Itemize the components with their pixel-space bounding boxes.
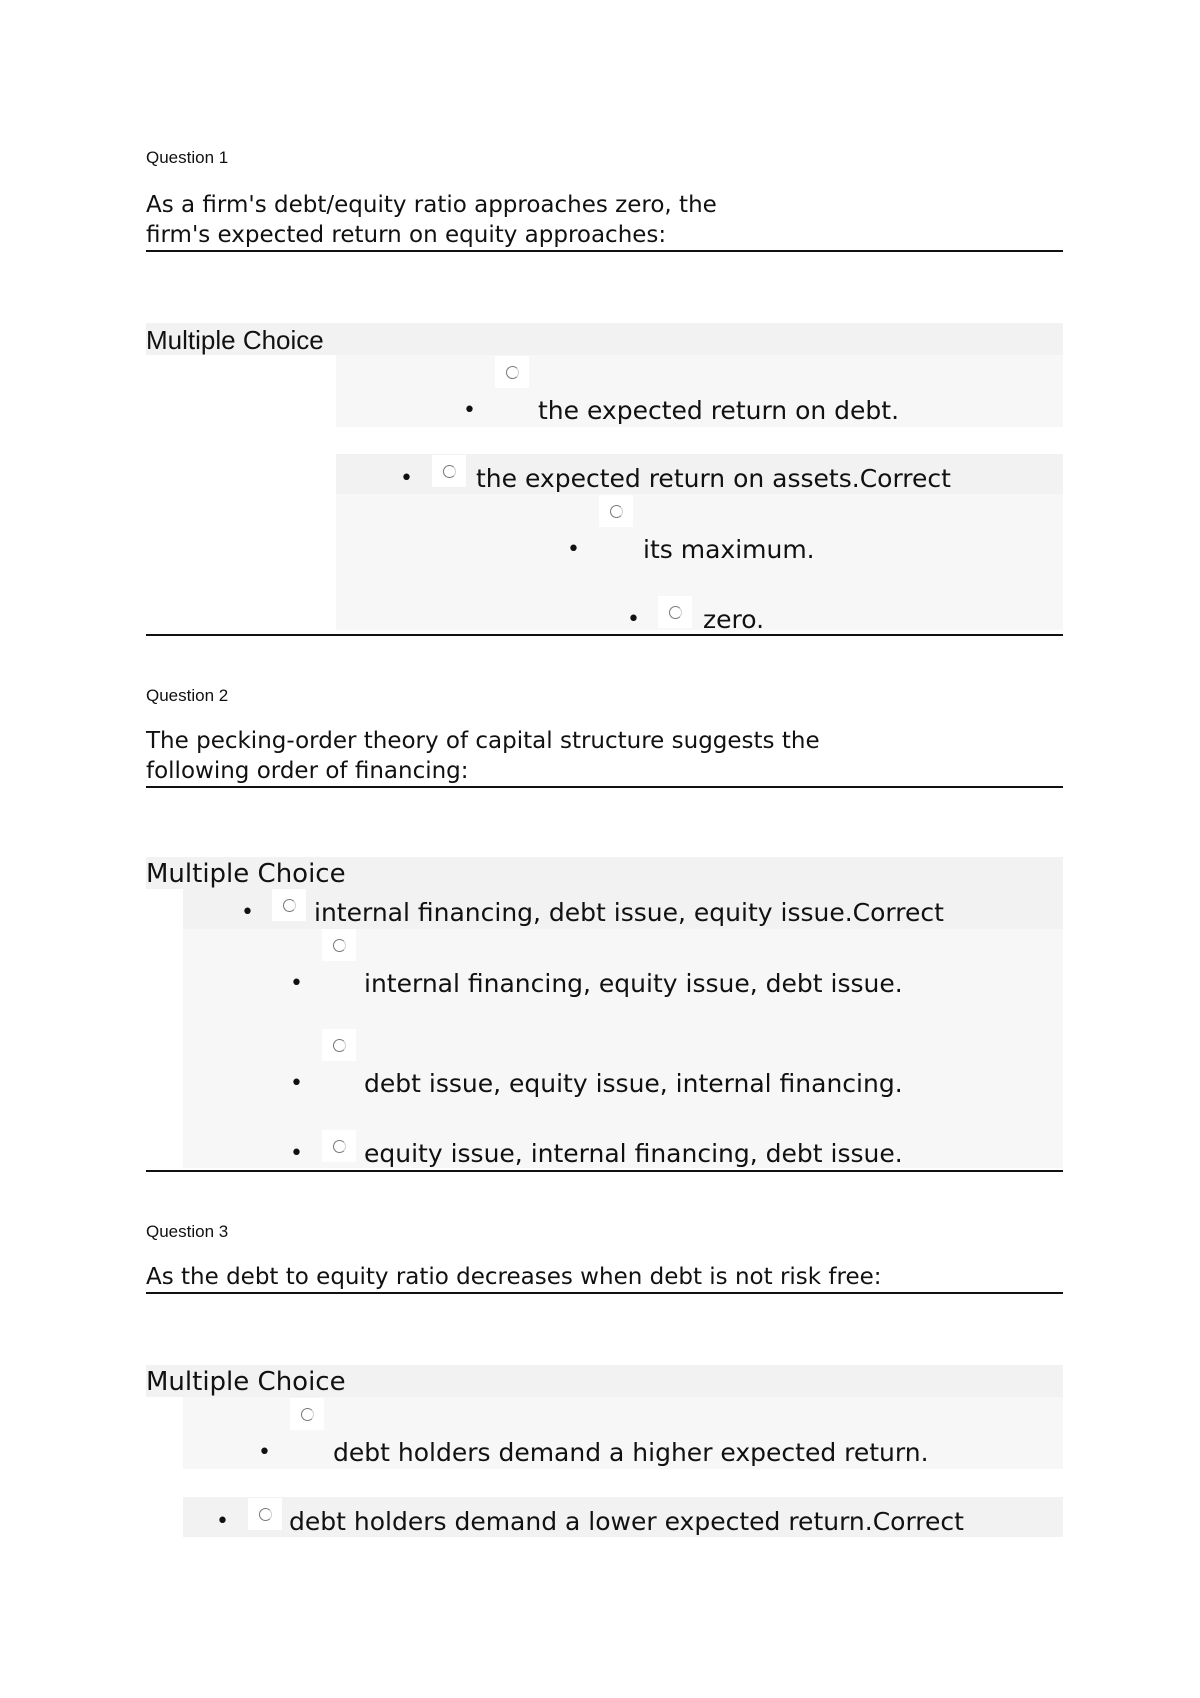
question-3-label: Question 3 <box>146 1222 229 1241</box>
question-1-option-1-text[interactable]: the expected return on debt. <box>538 396 900 425</box>
question-2-option-4-radio[interactable] <box>322 1130 356 1162</box>
question-2-option-1-text[interactable]: internal financing, debt issue, equity issue.Correct <box>314 898 944 927</box>
question-1-prompt-line-2: firm's expected return on equity approaches: <box>146 222 667 248</box>
question-3-prompt-line-1: As the debt to equity ratio decreases when debt is not risk free: <box>146 1264 882 1290</box>
radio-button-icon <box>610 505 623 518</box>
question-2-option-4-text[interactable]: equity issue, internal financing, debt issue. <box>364 1139 903 1168</box>
question-2-options-band <box>183 889 1063 1168</box>
question-1-prompt <box>146 190 1063 252</box>
question-1-option-1-radio[interactable] <box>495 356 529 388</box>
radio-button-icon <box>333 939 346 952</box>
bullet-icon: • <box>400 466 413 491</box>
question-1-option-2-radio[interactable] <box>432 455 466 487</box>
question-2-option-1-radio[interactable] <box>272 889 306 921</box>
bullet-icon: • <box>567 537 580 562</box>
radio-button-icon <box>259 1508 272 1521</box>
question-1-option-4-radio[interactable] <box>658 596 692 628</box>
question-1-choices-header: Multiple Choice <box>146 323 1063 355</box>
radio-button-icon <box>301 1408 314 1421</box>
radio-button-icon <box>283 899 296 912</box>
question-2-option-3-text[interactable]: debt issue, equity issue, internal financing. <box>364 1069 903 1098</box>
radio-button-icon <box>506 366 519 379</box>
bullet-icon: • <box>463 398 476 423</box>
question-2-prompt-line-2: following order of financing: <box>146 758 469 784</box>
bullet-icon: • <box>216 1509 229 1534</box>
question-1-option-4-text[interactable]: zero. <box>703 605 765 634</box>
question-3-choices-header: Multiple Choice <box>146 1365 1063 1397</box>
question-3-option-2-text[interactable]: debt holders demand a lower expected return.Correct <box>289 1507 964 1536</box>
question-3-prompt <box>146 1262 1063 1294</box>
bullet-icon: • <box>627 607 640 632</box>
question-2-prompt <box>146 726 1063 788</box>
radio-button-icon <box>443 465 456 478</box>
question-2-label: Question 2 <box>146 686 229 705</box>
bullet-icon: • <box>290 971 303 996</box>
bullet-icon: • <box>258 1440 271 1465</box>
question-2-divider <box>146 1170 1063 1172</box>
question-3-option-2-radio[interactable] <box>248 1498 282 1530</box>
question-1-option-2-text[interactable]: the expected return on assets.Correct <box>476 464 951 493</box>
bullet-icon: • <box>290 1071 303 1096</box>
question-1-option-3-text[interactable]: its maximum. <box>643 535 815 564</box>
question-3-option-1-radio[interactable] <box>290 1398 324 1430</box>
radio-button-icon <box>333 1140 346 1153</box>
question-1-option-3-radio[interactable] <box>599 495 633 527</box>
question-2-prompt-line-1: The pecking-order theory of capital structure suggests the <box>146 728 820 754</box>
bullet-icon: • <box>241 900 254 925</box>
question-2-option-2-radio[interactable] <box>322 929 356 961</box>
question-2-option-3-radio[interactable] <box>322 1029 356 1061</box>
question-2-option-2-text[interactable]: internal financing, equity issue, debt issue. <box>364 969 903 998</box>
bullet-icon: • <box>290 1141 303 1166</box>
question-2-choices-header: Multiple Choice <box>146 857 1063 889</box>
question-1-label: Question 1 <box>146 148 229 167</box>
radio-button-icon <box>669 606 682 619</box>
question-1-prompt-line-1: As a firm's debt/equity ratio approaches zero, the <box>146 192 717 218</box>
question-3-option-1-text[interactable]: debt holders demand a higher expected return. <box>333 1438 929 1467</box>
radio-button-icon <box>333 1039 346 1052</box>
question-1-divider <box>146 634 1063 636</box>
